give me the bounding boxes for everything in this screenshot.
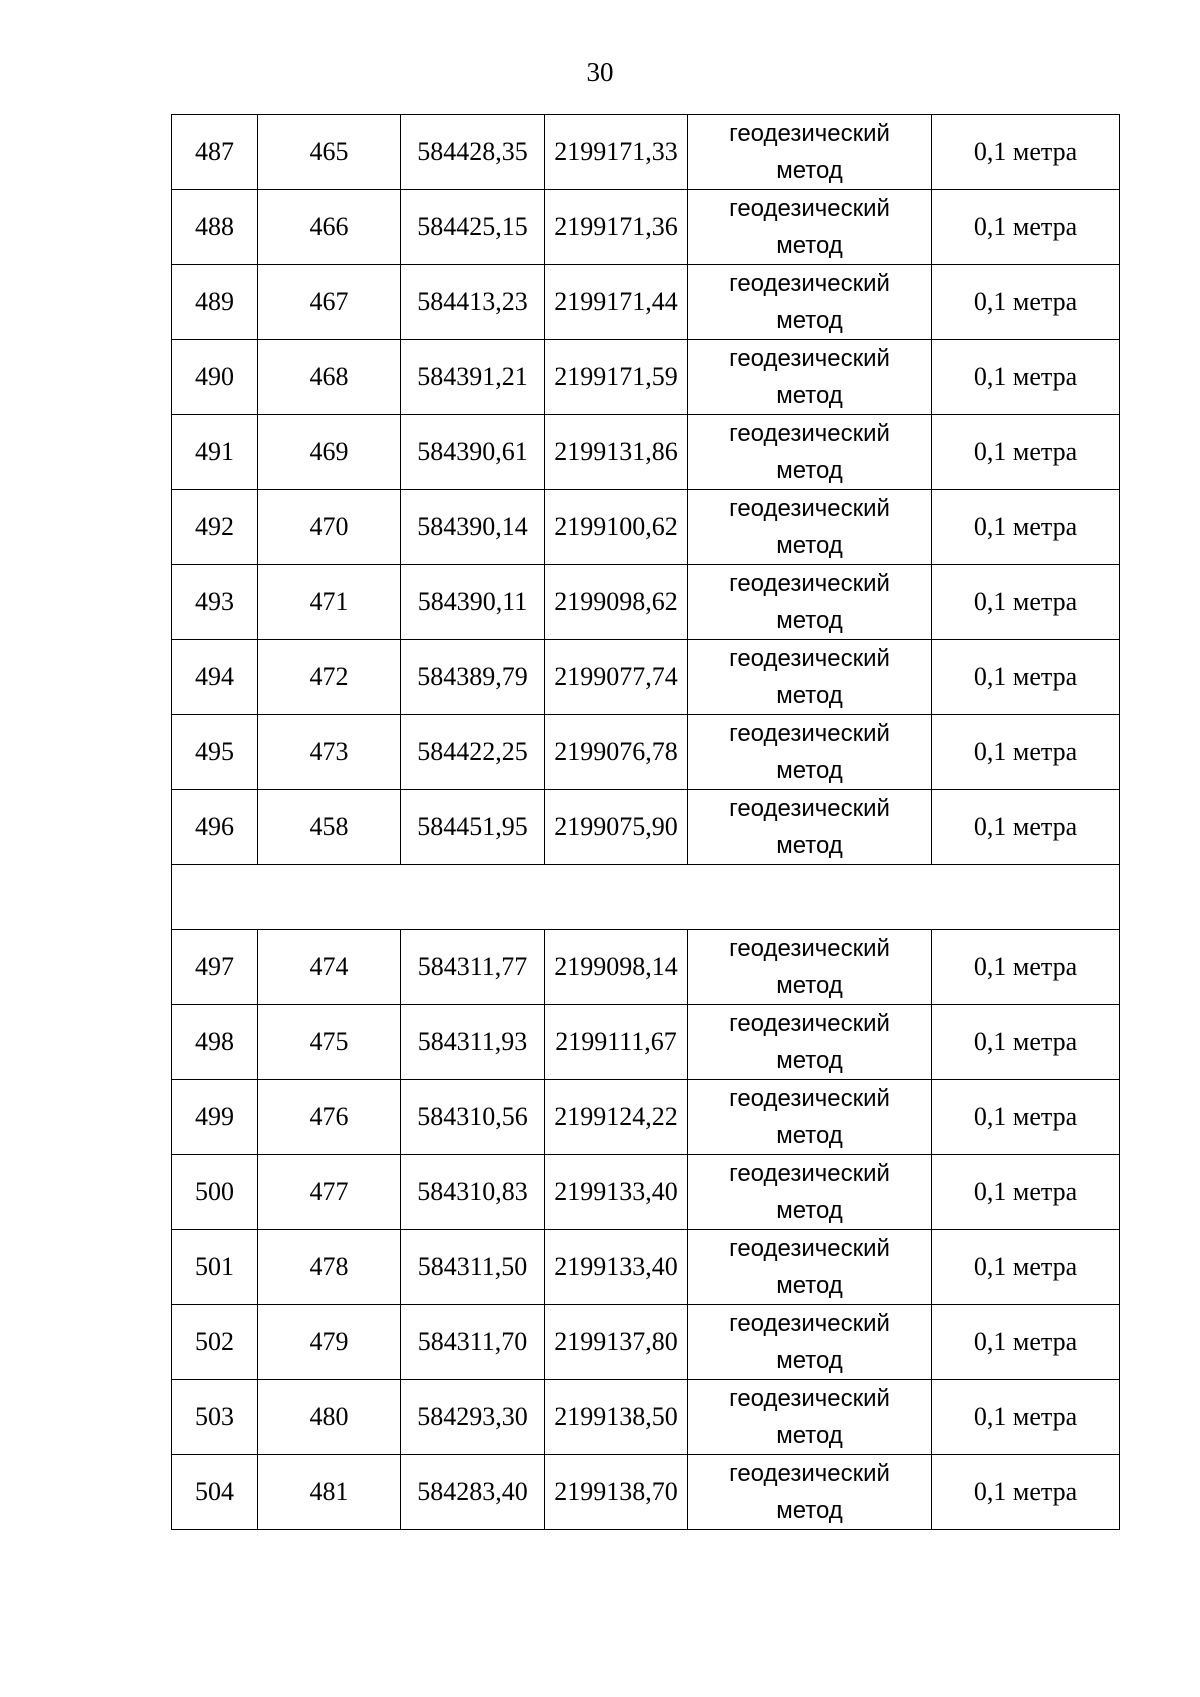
row-number-cell: 495	[172, 715, 258, 790]
coordinates-table	[171, 114, 1120, 1530]
y-coordinate-cell: 2199137,80	[545, 1305, 688, 1380]
x-coordinate-cell: 584311,50	[401, 1230, 545, 1305]
x-coordinate-cell: 584389,79	[401, 640, 545, 715]
table-row	[172, 1305, 1120, 1380]
table-row	[172, 490, 1120, 565]
x-coordinate-cell: 584428,35	[401, 115, 545, 190]
row-number-cell: 504	[172, 1455, 258, 1530]
x-coordinate-cell: 584310,56	[401, 1080, 545, 1155]
y-coordinate-cell: 2199100,62	[545, 490, 688, 565]
method-line-2: метод	[776, 1047, 843, 1074]
method-cell	[688, 640, 932, 715]
table-separator-row	[172, 865, 1120, 930]
accuracy-cell: 0,1 метра	[932, 1080, 1120, 1155]
table-row	[172, 1380, 1120, 1455]
method-line-2: метод	[776, 1272, 843, 1299]
page-number: 30	[586, 57, 614, 87]
table-row	[172, 340, 1120, 415]
x-coordinate-cell: 584390,61	[401, 415, 545, 490]
row-number-cell: 489	[172, 265, 258, 340]
table-separator-cell	[172, 865, 1120, 930]
method-line-1: геодезический	[729, 1085, 890, 1112]
method-line-1: геодезический	[729, 1010, 890, 1037]
table-row	[172, 640, 1120, 715]
method-line-1: геодезический	[729, 1385, 890, 1412]
table-row	[172, 415, 1120, 490]
accuracy-cell: 0,1 метра	[932, 715, 1120, 790]
y-coordinate-cell: 2199075,90	[545, 790, 688, 865]
accuracy-cell: 0,1 метра	[932, 115, 1120, 190]
method-line-1: геодезический	[729, 495, 890, 522]
point-number-cell: 479	[258, 1305, 401, 1380]
accuracy-cell: 0,1 метра	[932, 1230, 1120, 1305]
point-number-cell: 473	[258, 715, 401, 790]
x-coordinate-cell: 584425,15	[401, 190, 545, 265]
table-row	[172, 1230, 1120, 1305]
point-number-cell: 470	[258, 490, 401, 565]
accuracy-cell: 0,1 метра	[932, 340, 1120, 415]
method-line-1: геодезический	[729, 795, 890, 822]
method-line-1: геодезический	[729, 270, 890, 297]
point-number-cell: 471	[258, 565, 401, 640]
row-number-cell: 492	[172, 490, 258, 565]
row-number-cell: 490	[172, 340, 258, 415]
row-number-cell: 491	[172, 415, 258, 490]
row-number-cell: 488	[172, 190, 258, 265]
point-number-cell: 466	[258, 190, 401, 265]
method-line-1: геодезический	[729, 345, 890, 372]
method-cell	[688, 790, 932, 865]
point-number-cell: 475	[258, 1005, 401, 1080]
accuracy-cell: 0,1 метра	[932, 790, 1120, 865]
row-number-cell: 496	[172, 790, 258, 865]
method-cell	[688, 1230, 932, 1305]
table-row	[172, 1155, 1120, 1230]
method-cell	[688, 930, 932, 1005]
method-line-1: геодезический	[729, 1235, 890, 1262]
point-number-cell: 474	[258, 930, 401, 1005]
accuracy-cell: 0,1 метра	[932, 640, 1120, 715]
y-coordinate-cell: 2199133,40	[545, 1155, 688, 1230]
method-line-1: геодезический	[729, 1310, 890, 1337]
x-coordinate-cell: 584311,93	[401, 1005, 545, 1080]
x-coordinate-cell: 584391,21	[401, 340, 545, 415]
accuracy-cell: 0,1 метра	[932, 265, 1120, 340]
method-cell	[688, 1005, 932, 1080]
method-line-2: метод	[776, 682, 843, 709]
accuracy-cell: 0,1 метра	[932, 190, 1120, 265]
point-number-cell: 481	[258, 1455, 401, 1530]
point-number-cell: 478	[258, 1230, 401, 1305]
y-coordinate-cell: 2199138,70	[545, 1455, 688, 1530]
x-coordinate-cell: 584413,23	[401, 265, 545, 340]
y-coordinate-cell: 2199171,59	[545, 340, 688, 415]
accuracy-cell: 0,1 метра	[932, 1455, 1120, 1530]
y-coordinate-cell: 2199098,14	[545, 930, 688, 1005]
point-number-cell: 458	[258, 790, 401, 865]
y-coordinate-cell: 2199076,78	[545, 715, 688, 790]
method-line-1: геодезический	[729, 120, 890, 147]
x-coordinate-cell: 584422,25	[401, 715, 545, 790]
method-line-2: метод	[776, 457, 843, 484]
row-number-cell: 497	[172, 930, 258, 1005]
method-cell	[688, 265, 932, 340]
row-number-cell: 500	[172, 1155, 258, 1230]
point-number-cell: 472	[258, 640, 401, 715]
row-number-cell: 487	[172, 115, 258, 190]
x-coordinate-cell: 584390,11	[401, 565, 545, 640]
row-number-cell: 499	[172, 1080, 258, 1155]
accuracy-cell: 0,1 метра	[932, 1380, 1120, 1455]
method-line-2: метод	[776, 1122, 843, 1149]
accuracy-cell: 0,1 метра	[932, 1155, 1120, 1230]
accuracy-cell: 0,1 метра	[932, 565, 1120, 640]
method-cell	[688, 340, 932, 415]
method-cell	[688, 565, 932, 640]
x-coordinate-cell: 584390,14	[401, 490, 545, 565]
point-number-cell: 476	[258, 1080, 401, 1155]
method-cell	[688, 190, 932, 265]
method-line-2: метод	[776, 1497, 843, 1524]
method-line-2: метод	[776, 1422, 843, 1449]
method-cell	[688, 1305, 932, 1380]
y-coordinate-cell: 2199171,44	[545, 265, 688, 340]
point-number-cell: 465	[258, 115, 401, 190]
x-coordinate-cell: 584311,70	[401, 1305, 545, 1380]
y-coordinate-cell: 2199077,74	[545, 640, 688, 715]
table-row	[172, 715, 1120, 790]
method-cell	[688, 1380, 932, 1455]
method-line-1: геодезический	[729, 420, 890, 447]
point-number-cell: 469	[258, 415, 401, 490]
method-cell	[688, 1155, 932, 1230]
accuracy-cell: 0,1 метра	[932, 415, 1120, 490]
method-line-2: метод	[776, 832, 843, 859]
method-line-2: метод	[776, 232, 843, 259]
x-coordinate-cell: 584311,77	[401, 930, 545, 1005]
point-number-cell: 480	[258, 1380, 401, 1455]
method-line-2: метод	[776, 1347, 843, 1374]
method-line-1: геодезический	[729, 645, 890, 672]
method-cell	[688, 715, 932, 790]
y-coordinate-cell: 2199131,86	[545, 415, 688, 490]
method-line-2: метод	[776, 382, 843, 409]
method-line-2: метод	[776, 532, 843, 559]
table-row	[172, 565, 1120, 640]
method-cell	[688, 1080, 932, 1155]
point-number-cell: 467	[258, 265, 401, 340]
row-number-cell: 494	[172, 640, 258, 715]
method-line-2: метод	[776, 1197, 843, 1224]
table-row	[172, 1005, 1120, 1080]
table-row	[172, 1080, 1120, 1155]
method-line-2: метод	[776, 757, 843, 784]
y-coordinate-cell: 2199171,33	[545, 115, 688, 190]
row-number-cell: 502	[172, 1305, 258, 1380]
method-line-1: геодезический	[729, 195, 890, 222]
table-row	[172, 1455, 1120, 1530]
table-row	[172, 190, 1120, 265]
x-coordinate-cell: 584451,95	[401, 790, 545, 865]
table-row	[172, 115, 1120, 190]
y-coordinate-cell: 2199171,36	[545, 190, 688, 265]
method-line-1: геодезический	[729, 1460, 890, 1487]
method-line-2: метод	[776, 607, 843, 634]
method-cell	[688, 490, 932, 565]
x-coordinate-cell: 584283,40	[401, 1455, 545, 1530]
method-cell	[688, 1455, 932, 1530]
row-number-cell: 501	[172, 1230, 258, 1305]
y-coordinate-cell: 2199133,40	[545, 1230, 688, 1305]
method-line-2: метод	[776, 157, 843, 184]
x-coordinate-cell: 584293,30	[401, 1380, 545, 1455]
accuracy-cell: 0,1 метра	[932, 490, 1120, 565]
method-line-2: метод	[776, 307, 843, 334]
method-line-1: геодезический	[729, 1160, 890, 1187]
table-row	[172, 790, 1120, 865]
method-line-1: геодезический	[729, 935, 890, 962]
accuracy-cell: 0,1 метра	[932, 1305, 1120, 1380]
table-row	[172, 930, 1120, 1005]
y-coordinate-cell: 2199111,67	[545, 1005, 688, 1080]
accuracy-cell: 0,1 метра	[932, 1005, 1120, 1080]
coordinates-table-body	[172, 115, 1120, 1530]
x-coordinate-cell: 584310,83	[401, 1155, 545, 1230]
y-coordinate-cell: 2199124,22	[545, 1080, 688, 1155]
method-cell	[688, 115, 932, 190]
row-number-cell: 498	[172, 1005, 258, 1080]
method-line-1: геодезический	[729, 570, 890, 597]
y-coordinate-cell: 2199138,50	[545, 1380, 688, 1455]
method-line-2: метод	[776, 972, 843, 999]
method-cell	[688, 415, 932, 490]
point-number-cell: 468	[258, 340, 401, 415]
method-line-1: геодезический	[729, 720, 890, 747]
table-row	[172, 265, 1120, 340]
point-number-cell: 477	[258, 1155, 401, 1230]
y-coordinate-cell: 2199098,62	[545, 565, 688, 640]
accuracy-cell: 0,1 метра	[932, 930, 1120, 1005]
row-number-cell: 503	[172, 1380, 258, 1455]
row-number-cell: 493	[172, 565, 258, 640]
